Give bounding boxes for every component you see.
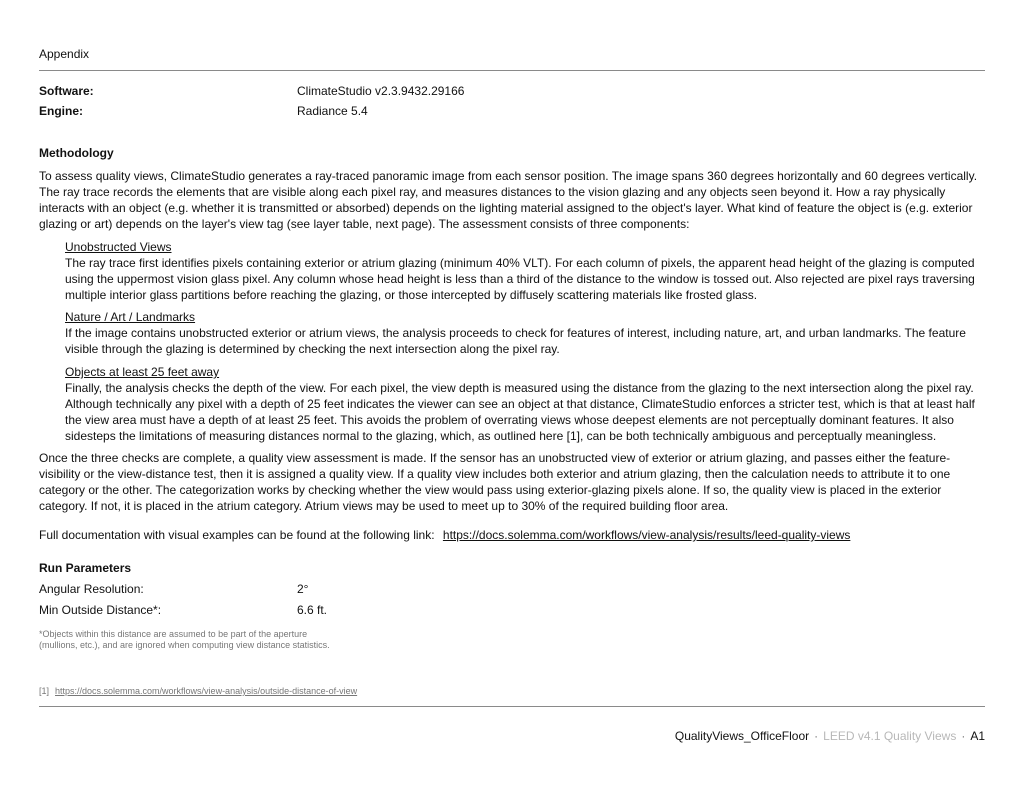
component-objects-25-feet: [65, 364, 985, 444]
component-text: Finally, the analysis checks the depth of the view. For each pixel, the view depth is measured using the distance from the glazing to the next intersection along the pixel ray. Although technically any pixel with a depth of 25 feet indicates the viewer can see an object at that distance, ClimateStudio enforces a stricter test, which is that at least half the view area must have a depth of at least 25 feet. This avoids the problem of overrating views whose deepest elements are not perceptually dominant features. It also sidesteps the limitations of measuring distances normal to the glazing, which, as outlined here [1], can be both technically ambiguous and perceptually meaningless.: [65, 381, 975, 443]
angular-resolution-label: Angular Resolution:: [39, 582, 144, 596]
software-value: ClimateStudio v2.3.9432.29166: [297, 84, 465, 98]
component-title: Nature / Art / Landmarks: [65, 310, 196, 324]
methodology-heading: Methodology: [39, 146, 114, 160]
engine-value: Radiance 5.4: [297, 104, 368, 118]
docs-link[interactable]: https://docs.solemma.com/workflows/view-analysis/results/leed-quality-views: [442, 528, 851, 542]
engine-row: [39, 104, 985, 120]
component-nature-art-landmarks: [65, 309, 985, 357]
footer-page-number: A1: [970, 729, 985, 743]
footer-model-name: QualityViews_OfficeFloor: [674, 729, 810, 743]
angular-resolution-row: [39, 582, 985, 598]
min-outside-distance-label: Min Outside Distance*:: [39, 603, 162, 617]
page-footer: [675, 729, 985, 743]
footer-standard: LEED v4.1 Quality Views: [823, 729, 957, 743]
engine-label: Engine:: [39, 104, 83, 118]
min-outside-distance-row: [39, 603, 985, 619]
footnote-line: (mullions, etc.), and are ignored when computing view distance statistics.: [39, 640, 330, 650]
component-title: Unobstructed Views: [65, 240, 172, 254]
min-outside-distance-value: 6.6 ft.: [297, 603, 328, 617]
software-label: Software:: [39, 84, 94, 98]
header-divider: [39, 70, 985, 71]
page-title: Appendix: [39, 47, 90, 61]
footer-divider: [39, 706, 985, 707]
docs-line: [39, 527, 985, 543]
distance-footnote: [39, 629, 439, 651]
component-unobstructed-views: [65, 239, 985, 303]
footer-separator: ·: [961, 729, 966, 743]
component-text: If the image contains unobstructed exterior or atrium views, the analysis proceeds to check for features of interest, including nature, art, and urban landmarks. The feature visible through the glazing is determined by checking the next intersection along the pixel ray.: [65, 326, 966, 356]
component-title: Objects at least 25 feet away: [65, 365, 220, 379]
reference-marker: [1]: [39, 686, 50, 696]
angular-resolution-value: 2°: [297, 582, 309, 596]
footnote-line: *Objects within this distance are assumed to be part of the aperture: [39, 629, 308, 639]
component-text: The ray trace first identifies pixels containing exterior or atrium glazing (minimum 40% VLT). For each column of pixels, the apparent head height of the glazing is computed using the uppermost vision glass pixel. Any column whose head height is less than a third of the distance to the window is tossed out. Also rejected are pixel rays traversing multiple interior glass partitions before reaching the glazing, or those intercepted by diffusely scattering materials like frosted glass.: [65, 256, 975, 302]
software-row: [39, 84, 985, 100]
run-parameters-heading: Run Parameters: [39, 561, 132, 575]
methodology-closing: Once the three checks are complete, a quality view assessment is made. If the sensor has an unobstructed view of exterior or atrium glazing, and passes either the feature-visibility or the view-distance test, then it is assigned a quality view. If a quality view includes both exterior and atrium glazing, then the calculation needs to attribute it to one category or the other. The categorization works by checking whether the view would pass using exterior-glazing pixels alone. If so, the quality view is placed in the exterior category. If not, it is placed in the atrium category. Atrium views may be used to meet up to 30% of the required building floor area.: [39, 451, 951, 513]
methodology-intro: To assess quality views, ClimateStudio generates a ray-traced panoramic image from each sensor position. The image spans 360 degrees horizontally and 60 degrees vertically. The ray trace records the elements that are visible along each pixel ray, and measures distances to the vision glazing and any objects seen beyond it. How a ray physically interacts with an object (e.g. whether it is transmitted or absorbed) depends on the lighting material assigned to the object's layer. What kind of feature the object is (e.g. exterior glazing or art) depends on the layer's view tag (see layer table, next page). The assessment consists of three components:: [39, 169, 978, 231]
appendix-page: [39, 0, 985, 791]
reference-note: [39, 686, 357, 696]
reference-link[interactable]: https://docs.solemma.com/workflows/view-analysis/outside-distance-of-view: [55, 686, 358, 696]
footer-separator: ·: [814, 729, 819, 743]
docs-prefix: Full documentation with visual examples can be found at the following link:: [39, 528, 435, 542]
